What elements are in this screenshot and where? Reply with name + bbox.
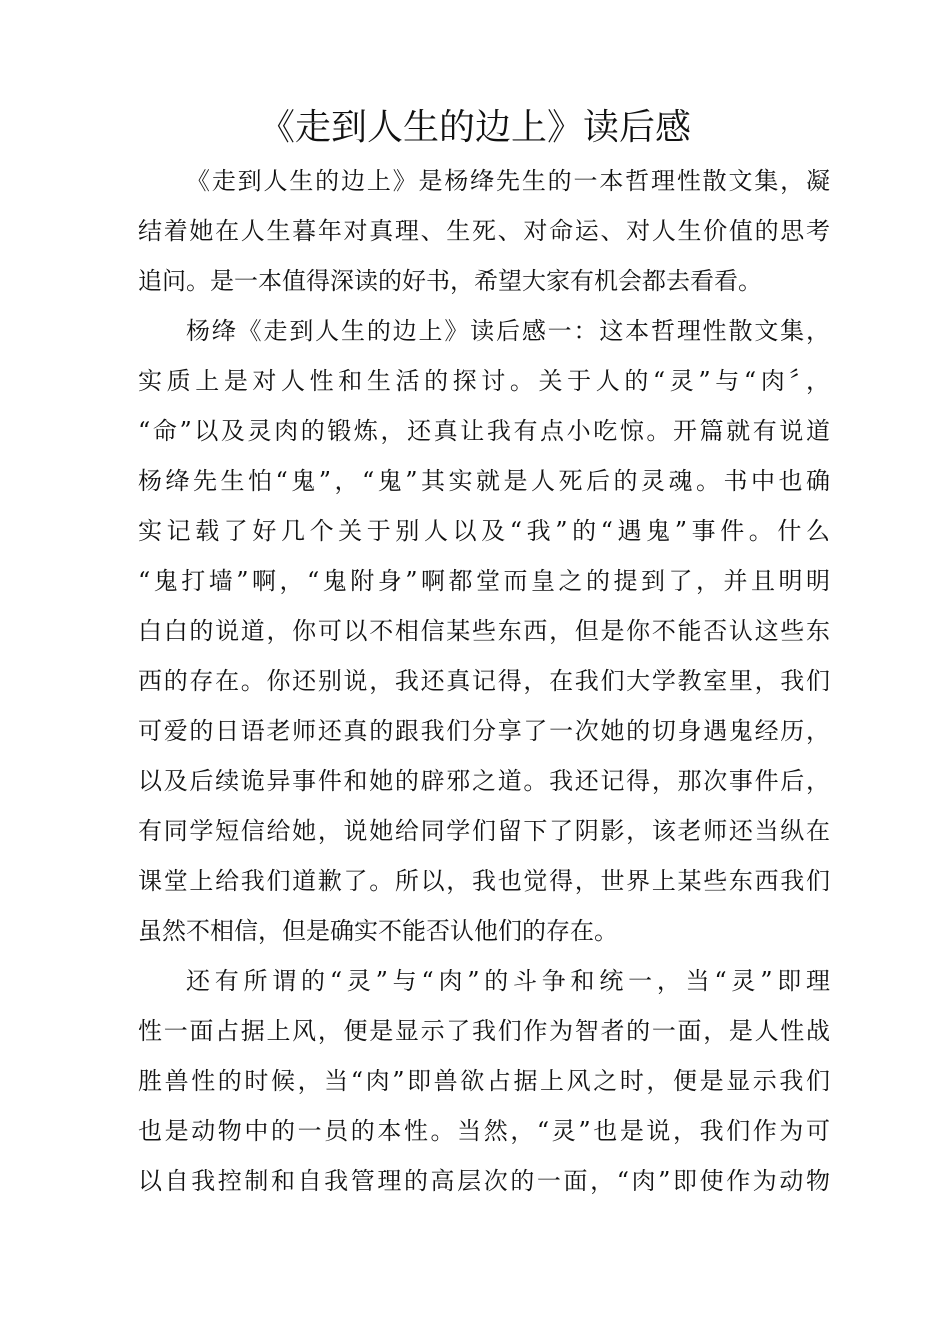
paragraph-line: 杨绛《走到人生的边上》读后感一：这本哲理性散文集，	[186, 317, 830, 345]
paragraph-line: “鬼打墙”啊，“鬼附身”啊都堂而皇之的提到了，并且明明	[138, 567, 830, 595]
paragraph-line: 白白的说道，你可以不相信某些东西，但是你不能否认这些东	[138, 617, 830, 645]
paragraph-line: 课堂上给我们道歉了。所以，我也觉得，世界上某些东西我们	[138, 867, 830, 895]
paragraph-1	[138, 156, 830, 306]
paragraph-line: 西的存在。你还别说，我还真记得，在我们大学教室里，我们	[138, 667, 830, 695]
paragraph-line: 以自我控制和自我管理的高层次的一面，“肉”即使作为动物	[138, 1167, 830, 1195]
paragraph-line: 也是动物中的一员的本性。当然，“灵”也是说，我们作为可	[138, 1117, 830, 1145]
paragraph-line: 实记载了好几个关于别人以及“我”的“遇鬼”事件。什么	[138, 517, 830, 545]
paragraph-line: 胜兽性的时候，当“肉”即兽欲占据上风之时，便是显示我们	[138, 1067, 830, 1095]
paragraph-line: 实质上是对人性和生活的探讨。关于人的“灵”与“肉〞，	[138, 367, 830, 395]
paragraph-line: 以及后续诡异事件和她的辟邪之道。我还记得，那次事件后，	[138, 767, 830, 795]
paragraph-2	[138, 306, 830, 956]
paragraph-line: 《走到人生的边上》是杨绛先生的一本哲理性散文集，凝	[186, 167, 830, 195]
paragraph-line: 结着她在人生暮年对真理、生死、对命运、对人生价值的思考	[138, 217, 830, 245]
paragraph-line: “命”以及灵肉的锻炼，还真让我有点小吃惊。开篇就有说道	[138, 417, 830, 445]
paragraph-line: 可爱的日语老师还真的跟我们分享了一次她的切身遇鬼经历，	[138, 717, 830, 745]
paragraph-line: 虽然不相信，但是确实不能否认他们的存在。	[138, 917, 618, 945]
paragraph-line: 有同学短信给她，说她给同学们留下了阴影，该老师还当纵在	[138, 817, 830, 845]
paragraph-3	[138, 956, 830, 1206]
paragraph-line: 还有所谓的“灵”与“肉”的斗争和统一，当“灵”即理	[186, 967, 830, 995]
document-body	[138, 156, 830, 1206]
paragraph-line: 追问。是一本值得深读的好书，希望大家有机会都去看看。	[138, 267, 762, 295]
paragraph-line: 杨绛先生怕“鬼”，“鬼”其实就是人死后的灵魂。书中也确	[138, 467, 830, 495]
document-title: 《走到人生的边上》读后感	[258, 107, 691, 148]
paragraph-line: 性一面占据上风，便是显示了我们作为智者的一面，是人性战	[138, 1017, 830, 1045]
